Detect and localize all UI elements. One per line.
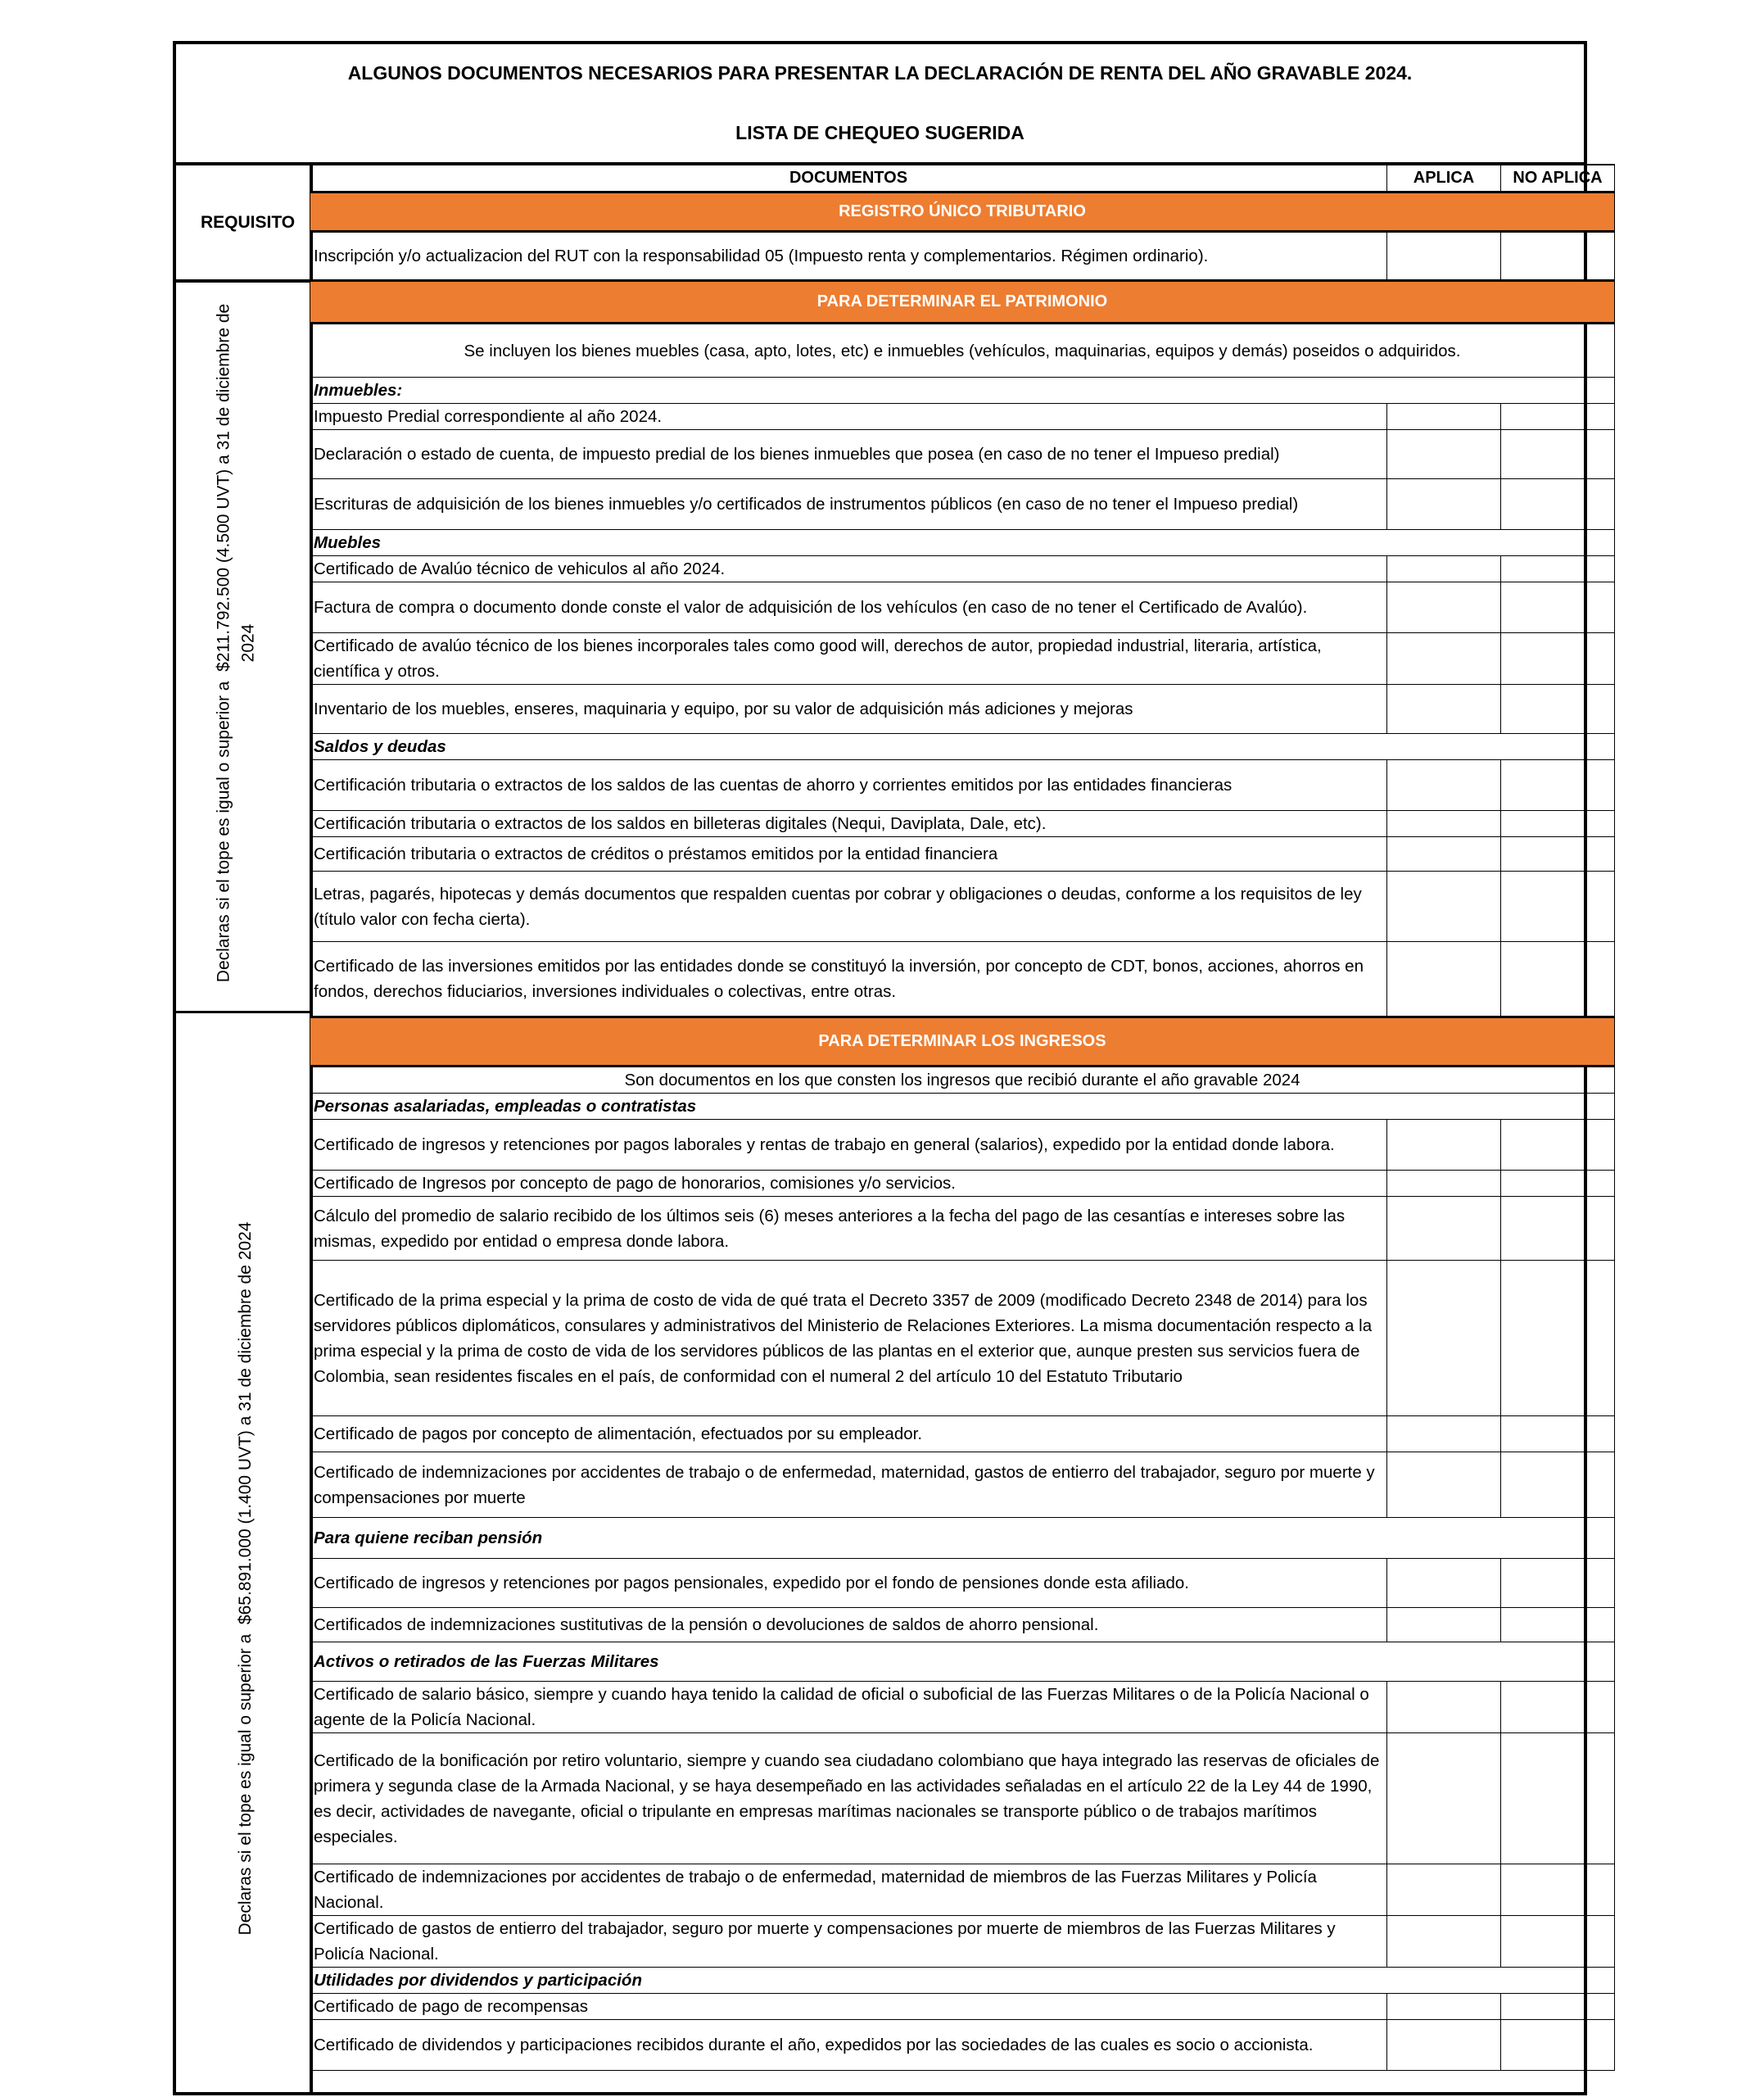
subsection-row [310, 1642, 1615, 1682]
no-aplica-checkbox-cell[interactable] [1501, 1733, 1615, 1864]
section-band-title: PARA DETERMINAR EL PATRIMONIO [310, 281, 1615, 324]
aplica-checkbox-cell[interactable] [1387, 1682, 1501, 1733]
document-description: Certificado de ingresos y retenciones por pagos pensionales, expedido por el fondo de pensiones donde esta afiliado. [310, 1559, 1387, 1608]
aplica-checkbox-cell[interactable] [1387, 1733, 1501, 1864]
no-aplica-checkbox-cell[interactable] [1501, 837, 1615, 872]
subsection-title: Muebles [310, 530, 1615, 556]
no-aplica-checkbox-cell[interactable] [1501, 685, 1615, 734]
no-aplica-checkbox-cell[interactable] [1501, 582, 1615, 633]
document-row [310, 1452, 1615, 1518]
no-aplica-checkbox-cell[interactable] [1501, 1416, 1615, 1452]
document-row [310, 1608, 1615, 1642]
document-description: Escrituras de adquisición de los bienes inmuebles y/o certificados de instrumentos públicos (en caso de no tener el Impueso predial) [310, 479, 1387, 530]
aplica-checkbox-cell[interactable] [1387, 582, 1501, 633]
header-documentos: DOCUMENTOS [310, 165, 1387, 192]
document-description: Inscripción y/o actualizacion del RUT con la responsabilidad 05 (Impuesto renta y complementarios. Régimen ordinario). [310, 232, 1387, 281]
subsection-row [310, 1094, 1615, 1120]
patrimonio-rule-cell [176, 283, 313, 1013]
title-block [176, 44, 1584, 165]
document-row [310, 582, 1615, 633]
aplica-checkbox-cell[interactable] [1387, 479, 1501, 530]
section-note-row [310, 1067, 1615, 1094]
aplica-checkbox-cell[interactable] [1387, 872, 1501, 942]
document-row [310, 685, 1615, 734]
aplica-checkbox-cell[interactable] [1387, 232, 1501, 281]
section-note: Son documentos en los que consten los ingresos que recibió durante el año gravable 2024 [310, 1067, 1615, 1094]
aplica-checkbox-cell[interactable] [1387, 1197, 1501, 1261]
no-aplica-checkbox-cell[interactable] [1501, 1452, 1615, 1518]
documents-table [310, 164, 1603, 2071]
document-row [310, 430, 1615, 479]
document-description: Factura de compra o documento donde conste el valor de adquisición de los vehículos (en caso de no tener el Certificado de Avalúo). [310, 582, 1387, 633]
no-aplica-checkbox-cell[interactable] [1501, 1120, 1615, 1171]
subsection-row [310, 734, 1615, 760]
document-description: Certificado de gastos de entierro del trabajador, seguro por muerte y compensaciones por muerte de miembros de las Fuerzas Militares y Policía Nacional. [310, 1916, 1387, 1968]
subsection-title: Personas asalariadas, empleadas o contratistas [310, 1094, 1615, 1120]
aplica-checkbox-cell[interactable] [1387, 1916, 1501, 1968]
document-row [310, 1682, 1615, 1733]
aplica-checkbox-cell[interactable] [1387, 556, 1501, 582]
no-aplica-checkbox-cell[interactable] [1501, 1197, 1615, 1261]
subsection-title: Utilidades por dividendos y participación [310, 1968, 1615, 1994]
document-row [310, 633, 1615, 685]
subsection-row [310, 378, 1615, 404]
section-note: Se incluyen los bienes muebles (casa, apto, lotes, etc) e inmuebles (vehículos, maquinarias, equipos y demás) poseidos o adquiridos. [310, 324, 1615, 378]
document-row [310, 811, 1615, 837]
document-description: Certificación tributaria o extractos de los saldos de las cuentas de ahorro y corrientes emitidos por las entidades financieras [310, 760, 1387, 811]
no-aplica-checkbox-cell[interactable] [1501, 811, 1615, 837]
no-aplica-checkbox-cell[interactable] [1501, 404, 1615, 430]
section-band [310, 192, 1615, 232]
no-aplica-checkbox-cell[interactable] [1501, 1171, 1615, 1197]
section-band [310, 281, 1615, 324]
section-band [310, 1017, 1615, 1067]
subsection-row [310, 1518, 1615, 1559]
document-description: Certificado de la prima especial y la prima de costo de vida de qué trata el Decreto 3357 de 2009 (modificado Decreto 2348 de 2014) para los servidores públicos diplomáticos, consulares y administrativos del Ministerio de Relaciones Exteriores. La misma documentación respecto a la prima especial y la prima de costo de vida de los servidores públicos de las plantas en el exterior que, aunque presten sus servicios fuera de Colombia, sean residentes fiscales en el país, de conformidad con el numeral 2 del artículo 10 del Estatuto Tributario [310, 1261, 1387, 1416]
document-description: Certificado de pago de recompensas [310, 1994, 1387, 2020]
no-aplica-checkbox-cell[interactable] [1501, 1994, 1615, 2020]
document-row [310, 872, 1615, 942]
no-aplica-checkbox-cell[interactable] [1501, 872, 1615, 942]
document-title: ALGUNOS DOCUMENTOS NECESARIOS PARA PRESENTAR LA DECLARACIÓN DE RENTA DEL AÑO GRAVABLE 2024. [347, 62, 1413, 84]
document-row [310, 1994, 1615, 2020]
document-description: Cálculo del promedio de salario recibido de los últimos seis (6) meses anteriores a la fecha del pago de las cesantías e intereses sobre las mismas, expedido por entidad o empresa donde labora. [310, 1197, 1387, 1261]
no-aplica-checkbox-cell[interactable] [1501, 633, 1615, 685]
subsection-title: Activos o retirados de las Fuerzas Militares [310, 1642, 1615, 1682]
aplica-checkbox-cell[interactable] [1387, 1608, 1501, 1642]
document-row [310, 232, 1615, 281]
no-aplica-checkbox-cell[interactable] [1501, 760, 1615, 811]
document-row [310, 942, 1615, 1017]
no-aplica-checkbox-cell[interactable] [1501, 942, 1615, 1017]
header-aplica: APLICA [1387, 165, 1501, 192]
document-description: Certificado de la bonificación por retiro voluntario, siempre y cuando sea ciudadano colombiano que haya integrado las reservas de oficiales de primera y segunda clase de la Armada Nacional, y se haya desempeñado en las actividades señaladas en el artículo 22 de la Ley 44 de 1990, es decir, actividades de navegante, oficial o tripulante en empresas marítimas nacionales se transporte público o de trabajos marítimos especiales. [310, 1733, 1387, 1864]
subsection-row [310, 1968, 1615, 1994]
patrimonio-rule-label: Declaras si el tope es igual o superior a $211.792.500 (4.500 UVT) a 31 de diciembre de 2024 [214, 303, 258, 983]
no-aplica-checkbox-cell[interactable] [1501, 430, 1615, 479]
aplica-checkbox-cell[interactable] [1387, 633, 1501, 685]
aplica-checkbox-cell[interactable] [1387, 1416, 1501, 1452]
requisito-cell [176, 162, 313, 283]
aplica-checkbox-cell[interactable] [1387, 1261, 1501, 1416]
no-aplica-checkbox-cell[interactable] [1501, 479, 1615, 530]
aplica-checkbox-cell[interactable] [1387, 2020, 1501, 2071]
document-description: Certificado de salario básico, siempre y cuando haya tenido la calidad de oficial o suboficial de las Fuerzas Militares o de la Policía Nacional o agente de la Policía Nacional. [310, 1682, 1387, 1733]
checklist-sheet [173, 41, 1603, 2095]
section-band-title: PARA DETERMINAR LOS INGRESOS [310, 1017, 1615, 1067]
document-row [310, 2020, 1615, 2071]
requisito-label: REQUISITO [201, 213, 296, 232]
no-aplica-checkbox-cell[interactable] [1501, 1261, 1615, 1416]
subsection-title: Para quiene reciban pensión [310, 1518, 1615, 1559]
document-description: Letras, pagarés, hipotecas y demás documentos que respalden cuentas por cobrar y obligaciones o deudas, conforme a los requisitos de ley (título valor con fecha cierta). [310, 872, 1387, 942]
no-aplica-checkbox-cell[interactable] [1501, 1682, 1615, 1733]
document-description: Inventario de los muebles, enseres, maquinaria y equipo, por su valor de adquisición más adiciones y mejoras [310, 685, 1387, 734]
document-description: Certificado de indemnizaciones por accidentes de trabajo o de enfermedad, maternidad, gastos de entierro del trabajador, seguro por muerte y compensaciones por muerte [310, 1452, 1387, 1518]
aplica-checkbox-cell[interactable] [1387, 811, 1501, 837]
aplica-checkbox-cell[interactable] [1387, 1171, 1501, 1197]
header-no-aplica: NO APLICA [1501, 165, 1615, 192]
document-row [310, 1864, 1615, 1916]
no-aplica-checkbox-cell[interactable] [1501, 2020, 1615, 2071]
subsection-title: Saldos y deudas [310, 734, 1615, 760]
aplica-checkbox-cell[interactable] [1387, 1120, 1501, 1171]
document-description: Certificado de pagos por concepto de alimentación, efectuados por su empleador. [310, 1416, 1387, 1452]
document-description: Certificación tributaria o extractos de créditos o préstamos emitidos por la entidad financiera [310, 837, 1387, 872]
no-aplica-checkbox-cell[interactable] [1501, 1916, 1615, 1968]
aplica-checkbox-cell[interactable] [1387, 1452, 1501, 1518]
document-description: Declaración o estado de cuenta, de impuesto predial de los bienes inmuebles que posea (en caso de no tener el Impueso predial) [310, 430, 1387, 479]
document-row [310, 837, 1615, 872]
document-row [310, 404, 1615, 430]
ingresos-rule-cell [176, 1013, 313, 2095]
document-description: Certificado de avalúo técnico de los bienes incorporales tales como good will, derechos de autor, propiedad industrial, literaria, artística, científica y otros. [310, 633, 1387, 685]
subsection-row [310, 530, 1615, 556]
section-band-title: REGISTRO ÚNICO TRIBUTARIO [310, 192, 1615, 232]
document-row [310, 1733, 1615, 1864]
aplica-checkbox-cell[interactable] [1387, 404, 1501, 430]
document-row [310, 479, 1615, 530]
aplica-checkbox-cell[interactable] [1387, 942, 1501, 1017]
no-aplica-checkbox-cell[interactable] [1501, 1608, 1615, 1642]
subsection-title: Inmuebles: [310, 378, 1615, 404]
aplica-checkbox-cell[interactable] [1387, 685, 1501, 734]
aplica-checkbox-cell[interactable] [1387, 1559, 1501, 1608]
document-description: Certificado de dividendos y participaciones recibidos durante el año, expedidos por las sociedades de las cuales es socio o accionista. [310, 2020, 1387, 2071]
aplica-checkbox-cell[interactable] [1387, 1864, 1501, 1916]
aplica-checkbox-cell[interactable] [1387, 760, 1501, 811]
document-subtitle: LISTA DE CHEQUEO SUGERIDA [735, 122, 1024, 143]
document-row [310, 760, 1615, 811]
document-description: Certificado de Ingresos por concepto de pago de honorarios, comisiones y/o servicios. [310, 1171, 1387, 1197]
document-row [310, 1197, 1615, 1261]
table-header-row [310, 165, 1615, 192]
no-aplica-checkbox-cell[interactable] [1501, 1864, 1615, 1916]
document-description: Impuesto Predial correspondiente al año 2024. [310, 404, 1387, 430]
document-description: Certificado de Avalúo técnico de vehiculos al año 2024. [310, 556, 1387, 582]
document-row [310, 1171, 1615, 1197]
aplica-checkbox-cell[interactable] [1387, 430, 1501, 479]
aplica-checkbox-cell[interactable] [1387, 837, 1501, 872]
document-description: Certificado de indemnizaciones por accidentes de trabajo o de enfermedad, maternidad de miembros de las Fuerzas Militares y Policía Nacional. [310, 1864, 1387, 1916]
document-row [310, 1416, 1615, 1452]
document-row [310, 556, 1615, 582]
document-row [310, 1916, 1615, 1968]
no-aplica-checkbox-cell[interactable] [1501, 1559, 1615, 1608]
no-aplica-checkbox-cell[interactable] [1501, 556, 1615, 582]
document-description: Certificados de indemnizaciones sustitutivas de la pensión o devoluciones de saldos de ahorro pensional. [310, 1608, 1387, 1642]
document-description: Certificado de ingresos y retenciones por pagos laborales y rentas de trabajo en general (salarios), expedido por la entidad donde labora. [310, 1120, 1387, 1171]
document-row [310, 1120, 1615, 1171]
no-aplica-checkbox-cell[interactable] [1501, 232, 1615, 281]
document-row [310, 1559, 1615, 1608]
aplica-checkbox-cell[interactable] [1387, 1994, 1501, 2020]
document-description: Certificación tributaria o extractos de los saldos en billeteras digitales (Nequi, Daviplata, Dale, etc). [310, 811, 1387, 837]
ingresos-rule-label: Declaras si el tope es igual o superior a $65.891.000 (1.400 UVT) a 31 de diciembre de 2024 [235, 1221, 255, 1936]
document-description: Certificado de las inversiones emitidos por las entidades donde se constituyó la inversión, por concepto de CDT, bonos, acciones, ahorros en fondos, derechos fiduciarios, inversiones individuales o colectivas, entre otras. [310, 942, 1387, 1017]
document-row [310, 1261, 1615, 1416]
section-note-row [310, 324, 1615, 378]
